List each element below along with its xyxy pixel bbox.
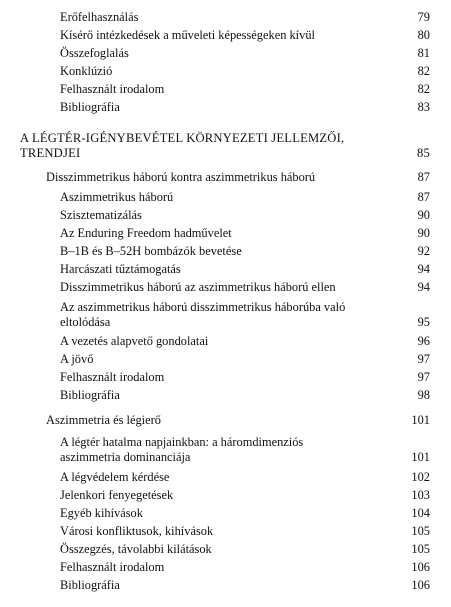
toc-entry xyxy=(60,208,430,223)
toc-section-title: A LÉGTÉR-IGÉNYBEVÉTEL KÖRNYEZETI JELLEMZŐI, TRENDJEI xyxy=(20,131,345,160)
toc-entry-page: 105 xyxy=(411,542,430,556)
toc-entry-title: A légvédelem kérdése xyxy=(60,470,170,484)
toc-entry-title: Jelenkori fenyegetések xyxy=(60,488,174,502)
toc-entry xyxy=(60,488,430,503)
toc-entry xyxy=(60,262,430,277)
toc-entry-page: 97 xyxy=(417,370,430,384)
toc-entry xyxy=(60,506,430,521)
toc-entry-page: 105 xyxy=(411,524,430,538)
toc-entry-page: 104 xyxy=(411,506,430,520)
toc-entry xyxy=(60,524,430,539)
toc-entry xyxy=(60,64,430,79)
toc-entry-page: 82 xyxy=(417,64,430,78)
toc-entry-page: 101 xyxy=(411,450,430,464)
toc-chapter xyxy=(46,413,430,428)
toc-entry xyxy=(60,334,430,349)
toc-entry-page: 82 xyxy=(417,82,430,96)
toc-entry-title: Konklúzió xyxy=(60,64,113,78)
toc-chapter-page: 101 xyxy=(411,413,430,427)
toc-entry-page: 106 xyxy=(411,578,430,592)
toc-entry-title: A jövő xyxy=(60,352,94,366)
toc-entry xyxy=(60,226,430,241)
toc-entry xyxy=(60,28,430,43)
toc-entry xyxy=(60,560,430,575)
toc-entry xyxy=(60,470,430,485)
toc-entry-title: Összefoglalás xyxy=(60,46,129,60)
toc-entry-page: 106 xyxy=(411,560,430,574)
toc-entry-title: Disszimmetrikus háború az aszimmetrikus háború ellen xyxy=(60,280,336,294)
toc-entry-page: 102 xyxy=(411,470,430,484)
toc-entry xyxy=(60,100,430,115)
toc-entry xyxy=(60,578,430,593)
toc-entry xyxy=(60,82,430,97)
toc-entry-page: 87 xyxy=(417,190,430,204)
toc-entry xyxy=(60,542,430,557)
toc-entry-page: 98 xyxy=(417,388,430,402)
toc-entry-title: Bibliográfia xyxy=(60,578,120,592)
toc-entry-page: 79 xyxy=(417,10,430,24)
toc-entry-page: 81 xyxy=(417,46,430,60)
toc-section-heading xyxy=(20,131,430,161)
toc-entry-page: 97 xyxy=(417,352,430,366)
toc-chapter-title: Aszimmetria és légierő xyxy=(46,413,161,427)
toc-entry-title: A légtér hatalma napjainkban: a háromdimenziós aszimmetria dominanciája xyxy=(60,435,304,464)
toc-entry-page: 103 xyxy=(411,488,430,502)
toc-entry xyxy=(60,433,430,465)
toc-entry-title: Felhasznált irodalom xyxy=(60,370,165,384)
toc-entry-page: 96 xyxy=(417,334,430,348)
toc-entry xyxy=(60,280,430,295)
toc-entry-title: Összegzés, távolabbi kilátások xyxy=(60,542,212,556)
toc-entry-page: 95 xyxy=(417,315,430,329)
toc-entry xyxy=(60,352,430,367)
toc-entry-page: 83 xyxy=(417,100,430,114)
toc-entry-title: B–1B és B–52H bombázók bevetése xyxy=(60,244,242,258)
toc-entry xyxy=(60,190,430,205)
toc-entry xyxy=(60,46,430,61)
toc-entry-page: 90 xyxy=(417,226,430,240)
toc-entry-page: 80 xyxy=(417,28,430,42)
toc-entry-title: Bibliográfia xyxy=(60,388,120,402)
toc-entry-page: 90 xyxy=(417,208,430,222)
toc-entry-page: 94 xyxy=(417,280,430,294)
toc-entry-title: Szisztematizálás xyxy=(60,208,142,222)
toc-entry-title: Bibliográfia xyxy=(60,100,120,114)
toc-entry-title: Kísérő intézkedések a műveleti képességeken kívül xyxy=(60,28,315,42)
toc-entry xyxy=(60,298,430,330)
toc-chapter xyxy=(46,170,430,185)
toc-entry-title: Harcászati tűztámogatás xyxy=(60,262,181,276)
toc-entry-title: Felhasznált irodalom xyxy=(60,560,165,574)
toc-section-page: 85 xyxy=(417,146,430,160)
toc-entry xyxy=(60,388,430,403)
toc-entry-title: Az Enduring Freedom hadművelet xyxy=(60,226,232,240)
toc-entry-title: Egyéb kihívások xyxy=(60,506,143,520)
toc-entry xyxy=(60,370,430,385)
toc-entry-page: 94 xyxy=(417,262,430,276)
toc-entry xyxy=(60,10,430,25)
toc-entry xyxy=(60,244,430,259)
toc-entry-title: Az aszimmetrikus háború disszimmetrikus háborúba való eltolódása xyxy=(60,300,346,329)
toc-chapter-page: 87 xyxy=(417,170,430,184)
toc-entry-title: Felhasznált irodalom xyxy=(60,82,165,96)
toc-entry-title: Aszimmetrikus háború xyxy=(60,190,174,204)
toc-entry-title: A vezetés alapvető gondolatai xyxy=(60,334,209,348)
toc-entry-title: Erőfelhasználás xyxy=(60,10,139,24)
toc-entry-title: Városi konfliktusok, kihívások xyxy=(60,524,214,538)
toc-entry-page: 92 xyxy=(417,244,430,258)
toc-chapter-title: Disszimmetrikus háború kontra aszimmetrikus háború xyxy=(46,170,316,184)
